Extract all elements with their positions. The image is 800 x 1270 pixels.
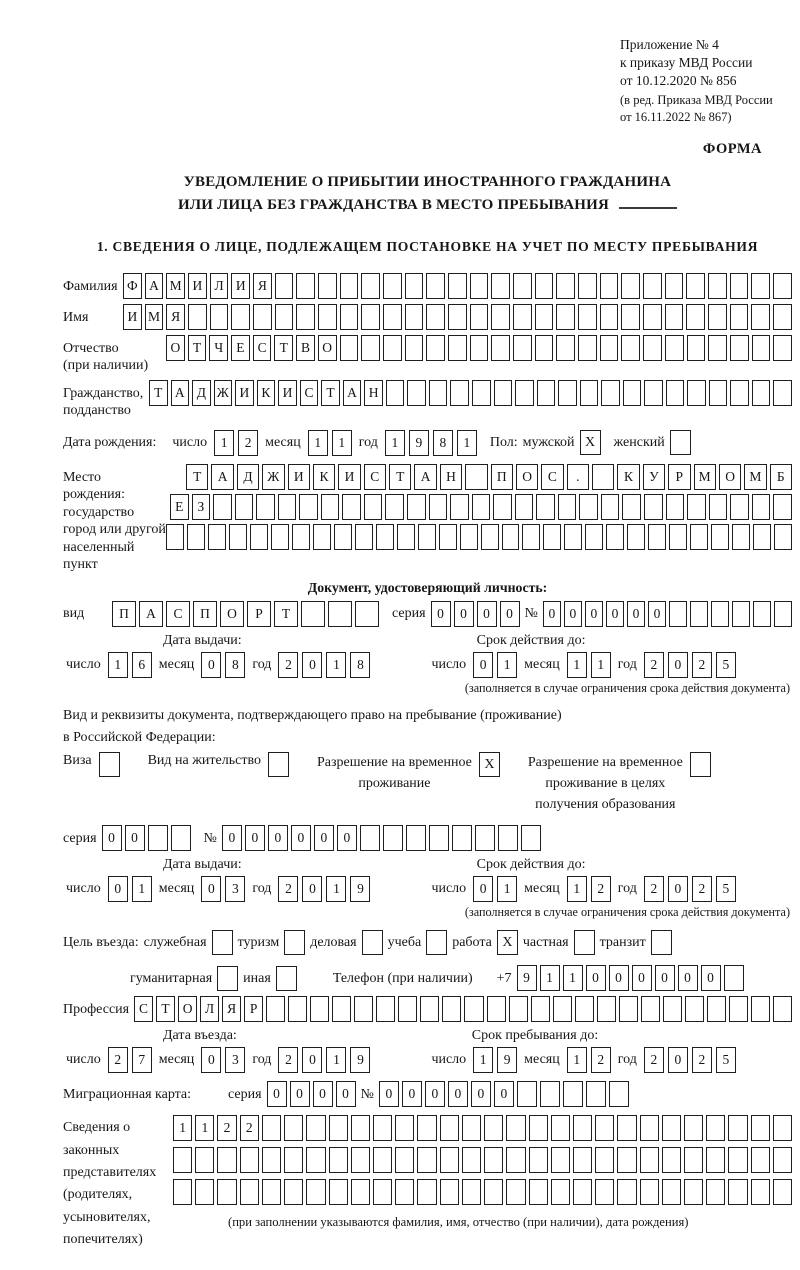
temp-permit-edu-line1: Разрешение на временное [527, 755, 683, 771]
purpose-transit-checkbox[interactable] [651, 930, 672, 955]
forma-marker: ФОРМА [702, 141, 762, 158]
title-blank-line [619, 194, 677, 209]
residence-doc-line2: в Российской Федерации: [63, 729, 216, 745]
entry-date-headers [63, 1028, 792, 1044]
profession-label: Профессия [63, 1001, 130, 1017]
annex-edit-line-1: (в ред. Приказа МВД России [620, 93, 773, 108]
purpose-tourism-label: туризм [237, 935, 280, 951]
residence-permit-checkbox[interactable] [268, 752, 289, 777]
entry-dates-row [63, 1047, 792, 1073]
doc-number-cells[interactable]: 0 0 0 0 0 0 [543, 601, 792, 627]
permit-restriction-note: (заполняется в случае ограничения срока действия документа) [464, 905, 790, 920]
purpose-work-checkbox[interactable]: X [497, 930, 518, 955]
sex-female-label: женский [613, 435, 665, 451]
permit-date-headers [63, 857, 792, 873]
visa-checkbox[interactable] [99, 752, 120, 777]
phone-label: Телефон (при наличии) [332, 970, 473, 986]
purpose-private-checkbox[interactable] [574, 930, 595, 955]
citizenship-label-line1: Гражданство, [63, 385, 144, 401]
field-birthplace [63, 464, 792, 574]
legal-reps-label-line3: представителях [63, 1165, 157, 1181]
doc-dates-row [63, 652, 792, 678]
stay-until-date-group[interactable]: число 1 9 месяц 1 2 год 2 0 2 5 [428, 1047, 735, 1073]
purpose-study-label: учеба [387, 935, 422, 951]
legal-reps-label-line4: (родителях, [63, 1187, 133, 1203]
migration-number-label: № [360, 1086, 374, 1102]
birthplace-label-line4: населенный пункт [63, 539, 135, 573]
doc-issue-date-group[interactable]: число 1 6 месяц 0 8 год 2 0 1 8 [63, 652, 370, 678]
temp-permit-edu-checkbox[interactable] [690, 752, 711, 777]
permit-expiry-date-group[interactable]: число 0 1 месяц 1 2 год 2 0 2 5 [428, 876, 735, 902]
field-legal-representatives [63, 1115, 792, 1251]
female-checkbox[interactable] [670, 430, 691, 455]
birthplace-label-line2: государство [63, 504, 135, 520]
purpose-work-label: работа [452, 935, 492, 951]
residence-doc-paragraph [63, 705, 792, 748]
field-permit-series [63, 825, 792, 851]
section1-heading: 1. СВЕДЕНИЯ О ЛИЦЕ, ПОДЛЕЖАЩЕМ ПОСТАНОВКЕ НА УЧЕТ ПО МЕСТУ ПРЕБЫВАНИЯ [96, 238, 759, 254]
annex-note [620, 36, 792, 125]
purpose-label: Цель въезда: [63, 935, 139, 951]
doc-type-cells[interactable]: П А С П О Р Т [112, 601, 379, 627]
legal-reps-note: (при заполнении указываются фамилия, имя, отчество (при наличии), дата рождения) [228, 1215, 689, 1230]
purpose-official-checkbox[interactable] [212, 930, 233, 955]
citizenship-cells[interactable]: Т А Д Ж И К И С Т А Н [149, 380, 792, 406]
permit-dates-row [63, 876, 792, 902]
patronymic-label-line1: Отчество [63, 340, 119, 356]
annex-edit-line-2: от 16.11.2022 № 867) [620, 109, 732, 124]
entry-purpose-row-2 [130, 965, 792, 991]
citizenship-label-line2: подданство [63, 403, 131, 419]
purpose-other-label: иная [243, 970, 271, 986]
doc-expiry-date-group[interactable]: число 0 1 месяц 1 1 год 2 0 2 5 [428, 652, 735, 678]
entry-date-group[interactable]: число 2 7 месяц 0 3 год 2 0 1 9 [63, 1047, 370, 1073]
annex-line-2: к приказу МВД России [620, 54, 753, 70]
purpose-humanitarian-checkbox[interactable] [217, 966, 238, 991]
field-patronymic [63, 335, 792, 375]
form-title-line-1: УВЕДОМЛЕНИЕ О ПРИБЫТИИ ИНОСТРАННОГО ГРАЖДАНИНА [183, 174, 672, 191]
patronymic-label [63, 335, 166, 375]
temp-permit-edu-label [528, 752, 683, 815]
permit-number-cells[interactable]: 0 0 0 0 0 0 [222, 825, 541, 851]
temp-permit-label [317, 752, 472, 794]
visa-label: Виза [63, 753, 92, 769]
legal-reps-cells-1[interactable]: 1 1 2 2 [173, 1115, 792, 1141]
field-profession [63, 996, 792, 1022]
temp-permit-checkbox[interactable]: X [479, 752, 500, 777]
legal-reps-label [63, 1115, 173, 1251]
birthplace-cells-3[interactable] [166, 524, 792, 550]
surname-label: Фамилия [63, 278, 118, 294]
temp-permit-label-line2: проживание [358, 776, 431, 792]
residence-permit-label: Вид на жительство [147, 753, 261, 769]
migration-card-label: Миграционная карта: [63, 1086, 192, 1102]
residence-doc-line1: Вид и реквизиты документа, подтверждающего право на пребывание (проживание) [63, 707, 562, 723]
migration-series-label: серия [228, 1086, 262, 1102]
stay-until-header: Срок пребывания до: [471, 1028, 599, 1044]
doc-issue-date-header: Дата выдачи: [163, 632, 242, 648]
phone-prefix: +7 [496, 970, 512, 986]
doc-date-headers [63, 633, 792, 649]
legal-reps-cells-3[interactable] [173, 1179, 792, 1205]
form-title-line-2 [63, 194, 792, 217]
sex-label: Пол: [489, 435, 518, 451]
profession-cells[interactable]: С Т О Л Я Р [134, 996, 792, 1022]
doc-series-cells[interactable]: 0 0 0 0 [431, 601, 520, 627]
patronymic-cells[interactable]: О Т Ч Е С Т В О [166, 335, 792, 361]
permit-number-label: № [203, 830, 217, 846]
doc-kind-label: вид [63, 606, 85, 622]
temp-permit-edu-line3: получения образования [535, 797, 676, 813]
purpose-transit-label: транзит [599, 935, 646, 951]
doc-restriction-note: (заполняется в случае ограничения срока действия документа) [464, 680, 790, 695]
field-migration-card [63, 1081, 792, 1107]
migration-series-cells[interactable]: 0 0 0 0 [267, 1081, 356, 1107]
purpose-other-checkbox[interactable] [276, 966, 297, 991]
purpose-business-label: деловая [310, 935, 357, 951]
permit-issue-date-header: Дата выдачи: [163, 857, 242, 873]
field-given-name [63, 304, 792, 330]
given-name-label: Имя [63, 309, 89, 325]
legal-reps-cells-2[interactable] [173, 1147, 792, 1173]
entry-date-header: Дата въезда: [163, 1028, 237, 1044]
legal-reps-cell-rows [173, 1115, 792, 1230]
birthplace-cells-1[interactable]: Т А Д Ж И К И С Т А Н П О С . К У Р М О М Б [186, 464, 792, 490]
purpose-official-label: служебная [143, 935, 207, 951]
permit-valid-until-header: Срок действия до: [476, 857, 586, 873]
annex-line-1: Приложение № 4 [620, 37, 719, 52]
form-title-line-2-text: ИЛИ ЛИЦА БЕЗ ГРАЖДАНСТВА В МЕСТО ПРЕБЫВАНИЯ [178, 197, 609, 214]
surname-cells[interactable]: Ф А М И Л И Я [123, 273, 792, 299]
permit-issue-date-group[interactable]: число 0 1 месяц 0 3 год 2 0 1 9 [63, 876, 370, 902]
legal-reps-label-line2: законных [63, 1142, 120, 1158]
birthplace-label-line1: Место рождения: [63, 469, 125, 503]
entry-purpose-row [63, 930, 792, 955]
birthplace-cell-rows [166, 464, 792, 550]
patronymic-label-line2: (при наличии) [63, 358, 149, 374]
field-id-doc [63, 601, 792, 627]
field-citizenship [63, 380, 792, 420]
citizenship-label [63, 380, 149, 420]
doc-valid-until-header: Срок действия до: [476, 632, 586, 648]
purpose-business-checkbox[interactable] [362, 930, 383, 955]
male-checkbox[interactable]: X [580, 430, 601, 455]
migration-number-cells[interactable]: 0 0 0 0 0 0 [379, 1081, 629, 1107]
annex-line-3: от 10.12.2020 № 856 [620, 72, 737, 88]
permit-series-cells[interactable]: 0 0 [102, 825, 191, 851]
given-name-cells[interactable]: И М Я [123, 304, 792, 330]
temp-permit-edu-line2: проживание в целях [545, 776, 666, 792]
phone-cells[interactable]: 9 1 1 0 0 0 0 0 0 [517, 965, 744, 991]
purpose-private-label: частная [522, 935, 569, 951]
legal-reps-label-line5: усыновителях, [63, 1209, 151, 1225]
birthplace-cells-2[interactable]: Е З [170, 494, 792, 520]
id-doc-heading: Документ, удостоверяющий личность: [307, 579, 548, 595]
purpose-tourism-checkbox[interactable] [284, 930, 305, 955]
form-title [63, 172, 792, 217]
legal-reps-label-line6: попечителях) [63, 1232, 143, 1248]
field-surname [63, 273, 792, 299]
sex-male-label: мужской [522, 435, 575, 451]
legal-reps-label-line1: Сведения о [63, 1120, 131, 1136]
birth-date-label: Дата рождения: [63, 435, 157, 451]
doc-series-label: серия [392, 606, 426, 622]
purpose-humanitarian-label: гуманитарная [130, 970, 213, 986]
permit-series-label: серия [63, 830, 97, 846]
residence-doc-options [63, 752, 792, 815]
temp-permit-label-line1: Разрешение на временное [316, 755, 472, 771]
purpose-study-checkbox[interactable] [426, 930, 447, 955]
birth-date-group[interactable]: число 1 2 месяц 1 1 год 1 9 8 1 [169, 430, 476, 456]
birthplace-label-line3: город или другой [63, 522, 166, 538]
birthplace-label [63, 464, 166, 574]
doc-number-label: № [524, 606, 538, 622]
field-birth-date [63, 430, 792, 456]
